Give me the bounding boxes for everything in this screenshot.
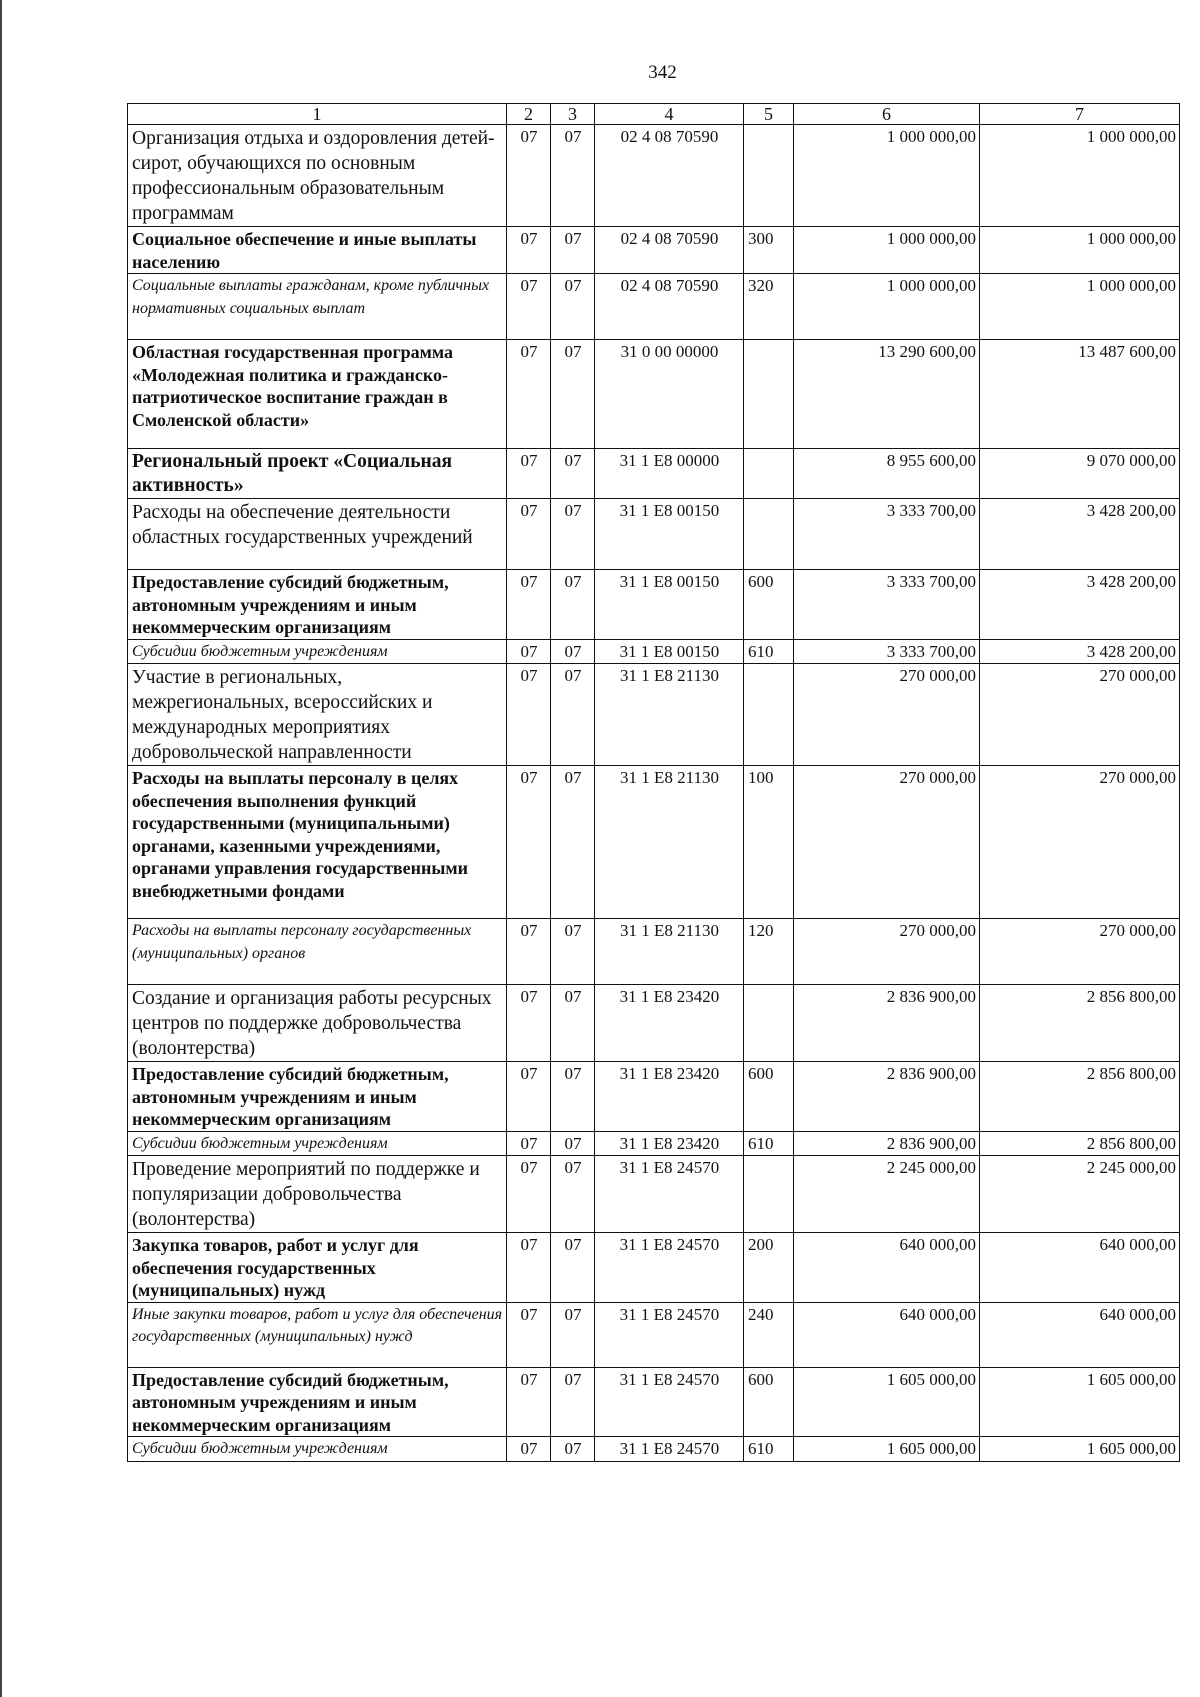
row-amount-year2: 3 428 200,00 [980,639,1180,664]
row-name: Субсидии бюджетным учреждениям [128,1437,507,1462]
row-amount-year1: 2 836 900,00 [794,985,980,1062]
row-amount-year2: 2 856 800,00 [980,1131,1180,1156]
row-expense-type [744,125,794,227]
row-expense-type [744,499,794,570]
row-section: 07 [507,1156,551,1233]
row-expense-type: 240 [744,1302,794,1367]
row-expense-type: 120 [744,919,794,985]
row-name: Предоставление субсидий бюджетным, автономным учреждениям и иным некоммерческим организациям [128,1062,507,1132]
row-amount-year1: 1 605 000,00 [794,1367,980,1437]
row-subsection: 07 [551,1367,595,1437]
row-section: 07 [507,499,551,570]
row-section: 07 [507,639,551,664]
row-name: Расходы на выплаты персоналу государственных (муниципальных) органов [128,919,507,985]
row-amount-year2: 13 487 600,00 [980,340,1180,449]
row-section: 07 [507,274,551,340]
row-target-article: 31 1 E8 21130 [595,919,744,985]
header-cell-2: 2 [507,104,551,125]
row-amount-year1: 270 000,00 [794,919,980,985]
row-name: Иные закупки товаров, работ и услуг для обеспечения государственных (муниципальных) нужд [128,1302,507,1367]
table-row [128,1437,1180,1462]
row-target-article: 31 1 E8 00150 [595,499,744,570]
row-name: Предоставление субсидий бюджетным, автономным учреждениям и иным некоммерческим организациям [128,570,507,640]
row-name: Организация отдыха и оздоровления детей-сирот, обучающихся по основным профессиональным образовательным программам [128,125,507,227]
row-subsection: 07 [551,1302,595,1367]
table-row [128,1156,1180,1233]
row-section: 07 [507,227,551,274]
row-amount-year1: 13 290 600,00 [794,340,980,449]
row-name: Субсидии бюджетным учреждениям [128,639,507,664]
row-name: Расходы на выплаты персоналу в целях обеспечения выполнения функций государственными (муниципальными) органами, казенными учреждениями, органами управления государственными внебюджетными фондами [128,766,507,919]
row-amount-year2: 1 605 000,00 [980,1367,1180,1437]
table-row [128,570,1180,640]
page-edge-line [0,0,2,1697]
row-target-article: 31 1 E8 23420 [595,985,744,1062]
row-name: Областная государственная программа «Молодежная политика и гражданско-патриотическое воспитание граждан в Смоленской области» [128,340,507,449]
row-section: 07 [507,985,551,1062]
row-amount-year2: 1 000 000,00 [980,125,1180,227]
row-section: 07 [507,664,551,766]
row-section: 07 [507,1437,551,1462]
row-subsection: 07 [551,1233,595,1303]
row-amount-year2: 1 000 000,00 [980,227,1180,274]
table-row [128,664,1180,766]
row-expense-type: 200 [744,1233,794,1303]
row-amount-year1: 1 000 000,00 [794,125,980,227]
row-expense-type [744,985,794,1062]
row-target-article: 31 1 E8 23420 [595,1062,744,1132]
table-row [128,985,1180,1062]
row-amount-year2: 9 070 000,00 [980,449,1180,499]
row-section: 07 [507,340,551,449]
row-amount-year2: 2 856 800,00 [980,1062,1180,1132]
row-amount-year2: 1 605 000,00 [980,1437,1180,1462]
row-expense-type: 600 [744,570,794,640]
row-target-article: 31 1 E8 21130 [595,766,744,919]
row-amount-year1: 270 000,00 [794,664,980,766]
row-subsection: 07 [551,664,595,766]
table-row [128,449,1180,499]
row-target-article: 31 1 E8 21130 [595,664,744,766]
table-row [128,340,1180,449]
row-expense-type: 100 [744,766,794,919]
table-row [128,1367,1180,1437]
header-cell-1: 1 [128,104,507,125]
row-amount-year1: 3 333 700,00 [794,499,980,570]
header-cell-5: 5 [744,104,794,125]
row-subsection: 07 [551,1062,595,1132]
row-section: 07 [507,1062,551,1132]
row-amount-year1: 2 245 000,00 [794,1156,980,1233]
row-amount-year2: 1 000 000,00 [980,274,1180,340]
row-subsection: 07 [551,1156,595,1233]
row-section: 07 [507,1302,551,1367]
row-section: 07 [507,1131,551,1156]
row-amount-year1: 8 955 600,00 [794,449,980,499]
row-subsection: 07 [551,1131,595,1156]
table-row [128,274,1180,340]
table-row [128,499,1180,570]
page-number: 342 [648,62,677,83]
row-expense-type: 300 [744,227,794,274]
row-subsection: 07 [551,227,595,274]
table-row [128,1062,1180,1132]
row-name: Региональный проект «Социальная активность» [128,449,507,499]
row-section: 07 [507,449,551,499]
row-expense-type [744,1156,794,1233]
row-amount-year1: 640 000,00 [794,1233,980,1303]
row-section: 07 [507,766,551,919]
row-subsection: 07 [551,125,595,227]
table-row [128,1233,1180,1303]
table-header-row [128,104,1180,125]
header-cell-4: 4 [595,104,744,125]
row-section: 07 [507,919,551,985]
row-name: Закупка товаров, работ и услуг для обеспечения государственных (муниципальных) нужд [128,1233,507,1303]
row-amount-year1: 1 000 000,00 [794,274,980,340]
row-expense-type [744,340,794,449]
row-subsection: 07 [551,499,595,570]
row-section: 07 [507,570,551,640]
row-name: Проведение мероприятий по поддержке и популяризации добровольчества (волонтерства) [128,1156,507,1233]
row-amount-year2: 2 245 000,00 [980,1156,1180,1233]
header-cell-3: 3 [551,104,595,125]
row-target-article: 31 1 E8 00150 [595,570,744,640]
row-target-article: 31 1 E8 24570 [595,1233,744,1303]
table-body [128,104,1180,1462]
row-expense-type [744,449,794,499]
row-subsection: 07 [551,570,595,640]
row-target-article: 31 1 E8 24570 [595,1437,744,1462]
row-target-article: 31 1 E8 24570 [595,1302,744,1367]
row-amount-year2: 2 856 800,00 [980,985,1180,1062]
row-amount-year2: 270 000,00 [980,766,1180,919]
row-amount-year1: 1 605 000,00 [794,1437,980,1462]
row-amount-year2: 3 428 200,00 [980,570,1180,640]
row-amount-year2: 640 000,00 [980,1302,1180,1367]
row-expense-type [744,664,794,766]
row-expense-type: 610 [744,639,794,664]
row-amount-year1: 640 000,00 [794,1302,980,1367]
header-cell-6: 6 [794,104,980,125]
row-name: Субсидии бюджетным учреждениям [128,1131,507,1156]
row-target-article: 31 1 E8 23420 [595,1131,744,1156]
row-target-article: 02 4 08 70590 [595,227,744,274]
row-amount-year2: 270 000,00 [980,664,1180,766]
row-amount-year1: 3 333 700,00 [794,639,980,664]
row-subsection: 07 [551,340,595,449]
row-name: Расходы на обеспечение деятельности областных государственных учреждений [128,499,507,570]
row-amount-year2: 270 000,00 [980,919,1180,985]
row-subsection: 07 [551,919,595,985]
row-name: Социальные выплаты гражданам, кроме публичных нормативных социальных выплат [128,274,507,340]
row-target-article: 31 1 E8 00150 [595,639,744,664]
row-expense-type: 600 [744,1367,794,1437]
row-amount-year1: 2 836 900,00 [794,1131,980,1156]
row-section: 07 [507,125,551,227]
row-section: 07 [507,1367,551,1437]
row-amount-year1: 270 000,00 [794,766,980,919]
row-target-article: 02 4 08 70590 [595,125,744,227]
table-row [128,639,1180,664]
table-row [128,1302,1180,1367]
header-cell-7: 7 [980,104,1180,125]
row-name: Предоставление субсидий бюджетным, автономным учреждениям и иным некоммерческим организациям [128,1367,507,1437]
row-amount-year1: 3 333 700,00 [794,570,980,640]
row-expense-type: 610 [744,1437,794,1462]
row-target-article: 31 0 00 00000 [595,340,744,449]
row-expense-type: 600 [744,1062,794,1132]
row-name: Создание и организация работы ресурсных центров по поддержке добровольчества (волонтерства) [128,985,507,1062]
row-expense-type: 320 [744,274,794,340]
row-target-article: 31 1 E8 24570 [595,1367,744,1437]
row-subsection: 07 [551,1437,595,1462]
row-amount-year2: 3 428 200,00 [980,499,1180,570]
row-expense-type: 610 [744,1131,794,1156]
table-row [128,227,1180,274]
row-name: Социальное обеспечение и иные выплаты населению [128,227,507,274]
row-target-article: 31 1 E8 00000 [595,449,744,499]
row-amount-year1: 1 000 000,00 [794,227,980,274]
row-amount-year2: 640 000,00 [980,1233,1180,1303]
row-amount-year1: 2 836 900,00 [794,1062,980,1132]
budget-table [127,103,1180,1462]
row-name: Участие в региональных, межрегиональных, всероссийских и международных мероприятиях добровольческой направленности [128,664,507,766]
row-subsection: 07 [551,766,595,919]
row-section: 07 [507,1233,551,1303]
row-subsection: 07 [551,449,595,499]
row-subsection: 07 [551,985,595,1062]
row-subsection: 07 [551,274,595,340]
table-row [128,766,1180,919]
table-row [128,125,1180,227]
row-target-article: 31 1 E8 24570 [595,1156,744,1233]
table-row [128,1131,1180,1156]
row-subsection: 07 [551,639,595,664]
table-row [128,919,1180,985]
row-target-article: 02 4 08 70590 [595,274,744,340]
